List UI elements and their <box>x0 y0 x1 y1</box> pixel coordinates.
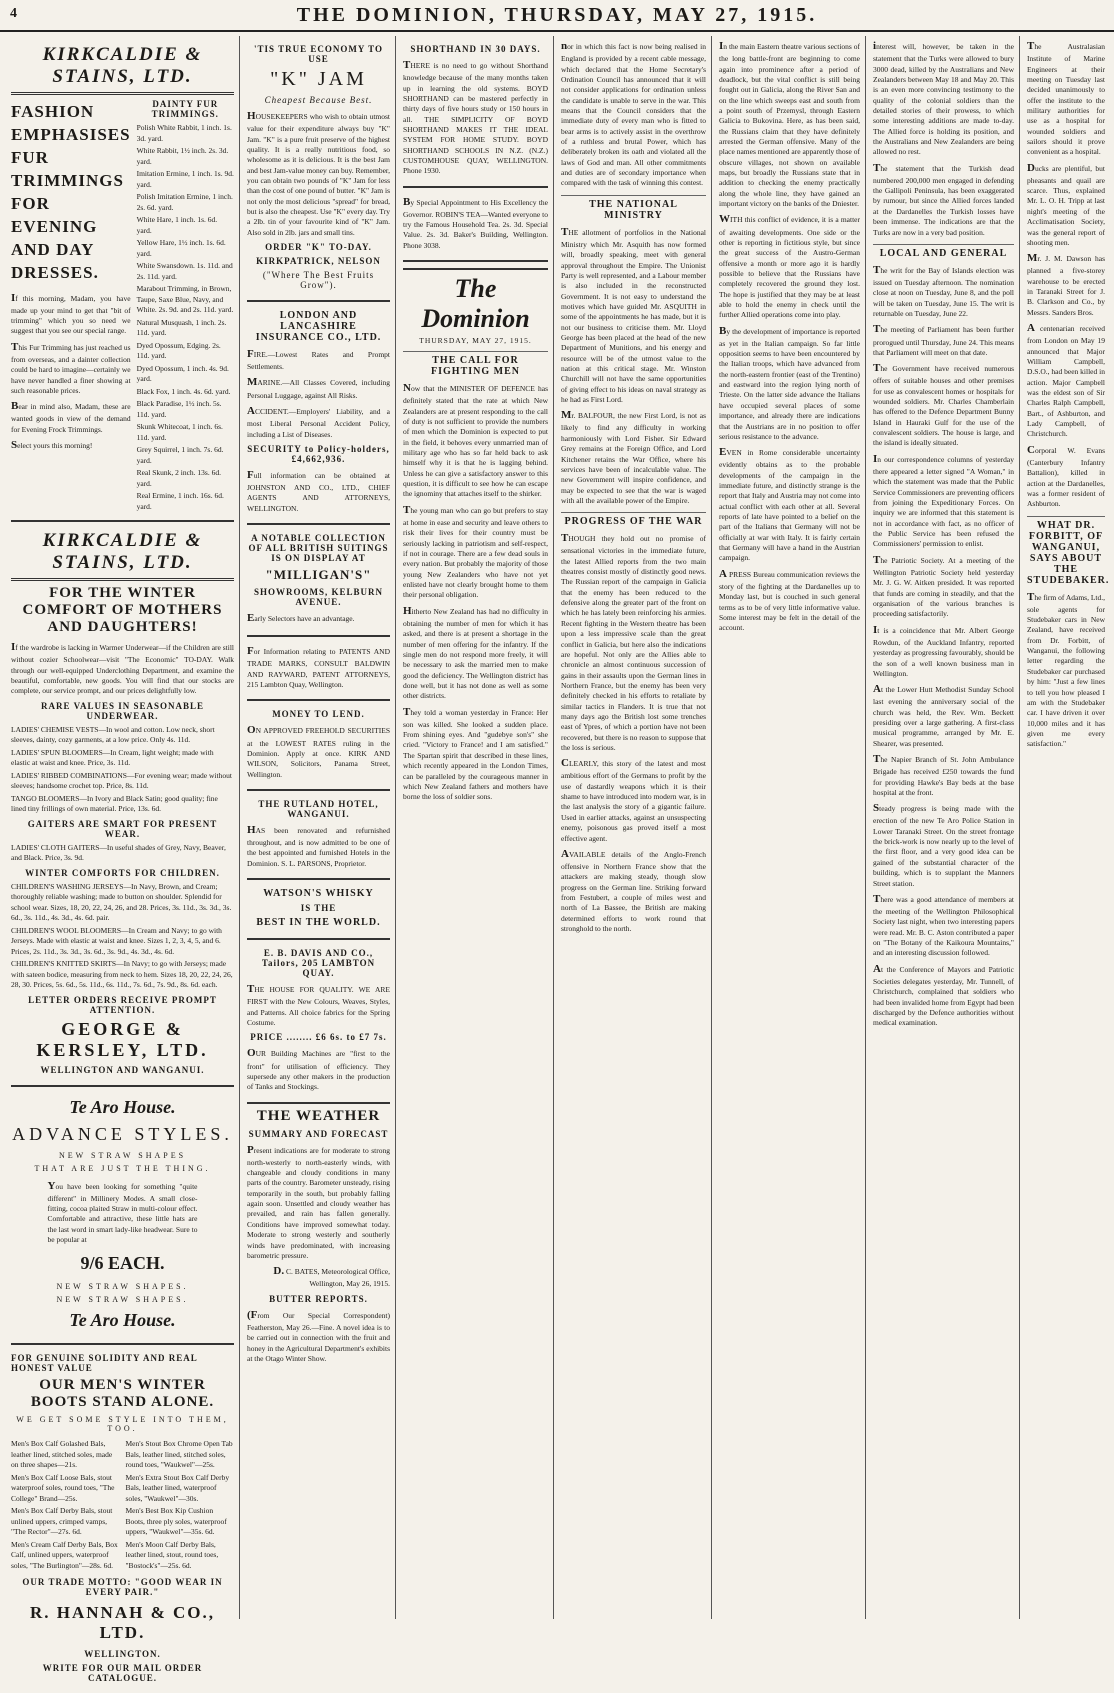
milligan-advert: A NOTABLE COLLECTION OF ALL BRITISH SUITINGS IS ON DISPLAY AT "MILLIGAN'S" SHOWROOMS, KELBURN AVENUE. Early Selectors have an advantage. <box>247 525 390 637</box>
davis-advert: E. B. DAVIS AND CO., Tailors, 205 LAMBTON QUAY. THE HOUSE FOR QUALITY. WE ARE FIRST with the New Colours, Weaves, Styles, and Patterns. All choice fabrics for the Spring Costume. PRICE ........ £6 6s. to £7 7s. OUR Building Machines are "first to the front" for utilisation of efficiency. They supersede any other makers in the production of Tanks and Stockings. <box>247 940 390 1103</box>
kirkcaldie-heading-2: KIRKCALDIE & STAINS, LTD. <box>42 530 203 573</box>
fur-body-3: Bear in mind also, Madam, these are wanted goods in view of the demand for Evening Frock Trimmings. <box>11 400 131 434</box>
column-2-adverts <box>242 36 396 1619</box>
fur-price-list: Polish White Rabbit, 1 inch. 1s. 3d. yard. White Rabbit, 1½ inch. 2s. 3d. yard. Imitation Ermine, 1 inch. 1s. 9d. yard. Polish Imitation Ermine, 1 inch. 2s. 6d. yard. White Hare, 1 inch. 1s. 6d. yard. Yellow Hare, 1½ inch. 1s. 6d. yard. White Swansdown. 1s. 11d. and 2s. 11d. yard. Marabout Trimming, in Brown, Taupe, Saxe Blue, Navy, and White. 2s. 9d. and 2s. 11d. yard. Natural Musquash, 1 inch. 2s. 11d. yard. Dyed Opossum, Edging. 2s. 11d. yard. Dyed Opossum, 1 inch. 4s. 9d. yard. Black Fox, 1 inch. 4s. 6d. yard. Black Paradise, 1½ inch. 5s. 11d. yard. Skunk Whitecoat, 1 inch. 6s. 11d. yard. Grey Squirrel, 1 inch. 7s. 6d. yard. Real Skunk, 2 inch. 13s. 6d. yard. Real Ermine, 1 inch. 16s. 6d. yard. <box>136 123 234 511</box>
te-aro-house-heading: Te Aro House. <box>69 1096 176 1117</box>
fur-body-2: This Fur Trimming has just reached us from overseas, and a dainter collection could be hard to imagine—certainly we have never handled a finer showing at such reasonable prices. <box>11 340 131 395</box>
weather-section: THE WEATHER SUMMARY AND FORECAST Present indications are for moderate to strong north-westerly to north-easterly winds, with changeable and cloudy conditions in many parts of the country. Barometer unsteady, rising temporarily in the south, but probably falling again soon. Unsettled and cloudy weather has prevailed, and rain has fallen generally. Conditions have improved somewhat today. Moderate to strong westerly and southerly winds have predominated, with increasing barometric pressure. D. C. BATES, Meteorological Office, Wellington, May 26, 1915. BUTTER REPORTS. (From Our Special Correspondent) Featherston, May 26.—Fine. A novel idea is to be carried out in connection with the fruit and honey in the Agricultural Department's exhibits at the Otago Winter Show. <box>247 1107 390 1363</box>
kirkcaldie-winter-advert: KIRKCALDIE & STAINS, LTD. FOR THE WINTER COMFORT OF MOTHERS AND DAUGHTERS! If the wardrobe is lacking in Warmer Underwear—if the Children are still without cozier Schoolwear—visit "The Economic" TO-DAY. Walk through our well-equipped Underclothing Department, and examine the beautiful, comfortable, new goods. You will find that our stocks are complete, our service prompt, and our prices delightfully low. RARE VALUES IN SEASONABLE UNDERWEAR. LADIES' CHEMISE VESTS—In wool and cotton. Low neck, short sleeves, dainty, cozy garments, at a low price. Only 4s. 11d. LADIES' SPUN BLOOMERS—In Cream, light weight; made with elastic at waist and knee. Price, 3s. 11d. LADIES' RIBBED COMBINATIONS—For evening wear; made without sleeves; handsome crochet top. Price, 8s. 11d. TANGO BLOOMERS—In Ivory and Black Satin; good quality; fine lined tiny frillings of own material. Price, 13s. 6d. GAITERS ARE SMART FOR PRESENT WEAR. LADIES' CLOTH GAITERS—In useful shades of Grey, Navy, Beaver, and Black. Price, 3s. 9d. WINTER COMFORTS FOR CHILDREN. CHILDREN'S WASHING JERSEYS—In Navy, Brown, and Cream; thoroughly reliable washing; made to button on shoulder. Splendid for school wear. Sizes, 18, 20, 22, 24, 26, and 28. Prices, 3s. 11d., 3s. 3d., 3s. 6d., 3s. 11d., 4s. 3d., 4s. 6d. pair. CHILDREN'S WOOL BLOOMERS—In Cream and Navy; to go with Jerseys. Made with elastic at waist and knee. Sizes 1, 2, 3, 4, 5, and 6. Prices, 2s. 11d., 3s. 3d., 3s. 6d., 3s. 9d., 4s. 3d., 4s. 6d. CHILDREN'S KNITTED SKIRTS—In Navy; to go with Jerseys; made with sateen bodice, measuring from neck to hem. Sizes 18, 20, 22, 24, 26, 28, 30. Prices, 5s. 6d., 5s. 11d., 6s. 11d., 7s. 6d., 7s. 9d., 8s. 6d. each. LETTER ORDERS RECEIVE PROMPT ATTENTION. GEORGE & KERSLEY, LTD. WELLINGTON AND WANGANUI. <box>11 522 234 1087</box>
winter-headline: FOR THE WINTER COMFORT OF MOTHERS AND DAUGHTERS! <box>22 585 223 635</box>
hannah-boots-advert: FOR GENUINE SOLIDITY AND REAL HONEST VALUE OUR MEN'S WINTER BOOTS STAND ALONE. WE GET SOME STYLE INTO THEM, TOO. Men's Box Calf Golashed Bals, leather lined, stitched soles, made on three shapes—21s. Men's Box Calf Loose Bals, stout waterproof soles, round toes, "The College" Brand—25s. Men's Box Calf Derby Bals, stout unlined uppers, crimped vamps, "The Rector"—27s. 6d. Men's Cream Calf Derby Bals, Box Calf, unlined uppers, waterproof soles, "The Burlington"—28s. 6d. Men's Stout Box Chrome Open Tab Bals, leather lined, stitched soles, round toes, "Waukwel"—25s. Men's Extra Stout Box Calf Derby Bals, leather lined, waterproof soles, "Waukwel"—30s. Men's Best Box Kip Cushion Boots, three ply soles, waterproof uppers, "Waukwel"—35s. 6d. Men's Moon Calf Derby Bals, leather lined, stout, round toes, "Bostock's"—25s. 6d. OUR TRADE MOTTO: "GOOD WEAR IN EVERY PAIR." R. HANNAH & CO., LTD. WELLINGTON. WRITE FOR OUR MAIL ORDER CATALOGUE. <box>11 1353 233 1684</box>
column-6-local: interest will, however, be taken in the statement that the Turks were allowed to bury 3000 dead, killed by the Australians and New Zealanders between May 18 and May 20. This is an even more convincing testimony to the quality of the colonial soldiers than the detailed stories of their prowess, to which some interesting additions are made to-day. The Allied force is holding its position, and the Australians and New Zealanders are being allowed no rest. The statement that the Turkish dead numbered 200,000 men engaged in defending the Gallipoli Peninsula, has been exaggerated by rumour, but since the Allied forces landed at the Dardanelles the Turkish losses have been immense. The indications are that the Turks are now in a very bad position. LOCAL AND GENERAL The writ for the Bay of Islands election was issued on Tuesday afternoon. The nomination close at noon on Tuesday, June 8, and the poll will be taken on Tuesday, June 15. The writ is returnable on Tuesday, June 22. The meeting of Parliament has been further prorogued until Thursday, June 24. This means that Parliament will meet on that date. The Government have received numerous offers of suitable houses and other premises for use as convalescent homes or hospitals for wounded soldiers. Mr. Charles Chamberlain has offered to the Defence Department Bunny Island in Hauraki Gulf for the use of the convalescent soldiers. The house is large, and the island is ideally situated. In our correspondence columns of yesterday there appeared a letter signed "A Woman," in which the statement was made that the Public Service Commissioners are preventing officers from joining the Expeditionary Forces. On inquiry we are informed that this statement is not in accordance with fact, as no officer of the Public Service has been refused the Commissioners' permission to enlist. The Patriotic Society. At a meeting of the Wellington Patriotic Society held yesterday Mr. J. G. W. Aitken presided. It was reported that funds are coming in steadily, and that the organisation of the various branches is proceeding satisfactorily. It is a coincidence that Mr. Albert George Rowdun, of the Auckland Infantry, reported yesterday as progressing favourably, should be the son of a well known business man in Wellington. At the Lower Hutt Methodist Sunday School last evening the anniversary social of the church was held, the Rev. Wm. Beckett presiding over a large gathering. A first-class musical programme, arranged by Mr. E. Shearer, was presented. The Napier Branch of St. John Ambulance Brigade has received £250 towards the fund for providing Hawke's Bay beds at the base hospital at the front. Steady progress is being made with the erection of the new Te Aro Police Station in Lower Taranaki Street. On the street frontage the brick-work is now nearly up to the level of the first floor, and a very good idea can be gained of the substantial character of the building, which is to supplant the Manners Street station. There was a good attendance of members at the meeting of the Wellington Philosophical Society last night, when two interesting papers were read. Mr. B. C. Aston contributed a paper on "The Botany of the Kaikoura Mountains," and an interesting discussion followed. At the Conference of Mayors and Patriotic Societies delegates yesterday, Mr. Tunnell, of Christchurch, complained that soldiers who had been invalided home from Egypt had been discharged by the Defence authorities without medical examination. <box>868 36 1020 1619</box>
call-heading: THE CALL FOR FIGHTING MEN <box>403 351 548 377</box>
george-kersley-heading: GEORGE & KERSLEY, LTD. <box>36 1018 209 1060</box>
fur-select: Select yours this morning! <box>11 439 93 452</box>
winter-comforts-heading: WINTER COMFORTS FOR CHILDREN. <box>25 867 220 878</box>
insurance-advert: LONDON AND LANCASHIRE INSURANCE CO., LTD. FIRE.—Lowest Rates and Prompt Settlements. MARINE.—All Classes Covered, including Personal Luggage, against All Risks. ACCIDENT.—Employers' Liability, and a most Liberal Personal Accident Policy, including a List of Diseases. SECURITY to Policy-holders, £4,662,936. Full information can be obtained at JOHNSTON AND CO., LTD., CHIEF AGENTS AND ATTORNEYS, WELLINGTON. <box>247 302 390 525</box>
dainty-heading: DAINTY FUR TRIMMINGS. <box>151 99 219 119</box>
column-7-local: The Australasian Institute of Marine Engineers at their meeting on Tuesday last decided unanimously to offer the institute to the military authorities for use as a hospital for wounded soldiers and sailors should it prove convenient as a hospital. Ducks are plentiful, but pheasants and quail are scarce. Thus, explained Mr. L. O. H. Tripp at last night's meeting of the Acclimatisation Society, was the general report of shooting men. Mr. J. M. Dawson has planned a five-storey warehouse to be erected in Taranaki Street for J. B. Clarkson and Co., by Messrs. Sanders Bros. A centenarian received from London on May 19 announced that Major William Campbell, D.S.O., had been killed in action. Major Campbell was the eldest son of Sir Charles Ralph Campbell, Bart., of Ashburton, and Lady Campbell, of Christchurch. Corporal W. Evans (Canterbury Infantry Battalion), killed in action at the Dardanelles, was a former resident of Ashburton. WHAT DR. FORBITT, OF WANGANUI, SAYS ABOUT THE STUDEBAKER. The firm of Adams, Ltd., sole agents for Studebaker cars in New Zealand, have received from Dr. Forbitt, of Wanganui, the following letter regarding the Studebaker car purchased by him: "Just a few lines to tell you how pleased I am with the Studebaker car. I have driven it over 10,000 miles and it has given me every satisfaction." <box>1027 40 1110 749</box>
george-kersley-sub: WELLINGTON AND WANGANUI. <box>40 1064 205 1075</box>
column-5-editorial: In the main Eastern theatre various sections of the long battle-front are beginning to come again into prominence after a period of deadlock, but the vital conflict is still being fought out in Galicia, along the River San and on the line which sweeps east and south from a point south of Przemysl, through Eastern Galicia to Bukovina. Here, as has been said, the Russians claim that they have definitely arrested the German offensive. Many of the place names mentioned are apparently those of obscure villages, not shown on available maps, but broadly the Russians state that in addition to checking the enemy practically along the whole line, they have gained an important victory on the banks of the Dniester. WITH this conflict of evidence, it is a matter of awaiting developments. One side or the other is reporting in fictitious style, but since the great success of the Austro-German offensive a month or more ago it is hardly possible to believe that the Russians have completely recovered the ground they lost. The hope is justified that they may be at least able to hold the enemy in check until the further Allied operations come into play. By the development of importance is reported as yet in the Italian campaign. So far little opposition seems to have been encountered by the Italian troops, which have advanced from the north-eastern frontier (east of the Trentino) and eastward into the region lying north of Trieste. On the latter side advance the Italians have occupied several places of some importance, and already there are indications that the Austrians are in no position to offer serious resistance to the advance. EVEN in Rome considerable uncertainty evidently obtains as to the probable developments of the campaign in the immediate future, and distinctly strange is the report that Italy and Austria may not come into actual conflict with each other at all. Several reports of late have pointed to a belief on the part of the Italians that Germany will not be officially at war with Italy. It is fairly certain that Germany will have a hand in the Austrian campaign. A PRESS Bureau communication reviews the story of the fighting at the Dardanelles up to Monday last, but is couched in such general terms as to be of very little informative value. Some interest may be felt in the detail of the account. <box>714 36 866 1619</box>
advance-styles: ADVANCE STYLES. <box>12 1123 233 1144</box>
te-aro-house-heading-2: Te Aro House. <box>69 1310 176 1331</box>
k-jam-heading: "K" JAM <box>270 68 367 90</box>
hannah-heading: R. HANNAH & CO., LTD. <box>30 1603 215 1643</box>
kirkcaldie-fur-advert <box>11 36 234 522</box>
kirkcaldie-heading: KIRKCALDIE & STAINS, LTD. <box>42 44 203 87</box>
weather-heading: THE WEATHER <box>256 1107 381 1124</box>
tea-advert: By Special Appointment to His Excellency the Governor. ROBIN'S TEA—Wanted everyone to try the Famous Household Tea. 2s. 3d. Special Value. 2s. 3d. Baker's Building, Wellington. Phone 3038. <box>403 188 548 263</box>
rare-values-heading: RARE VALUES IN SEASONABLE UNDERWEAR. <box>41 700 204 721</box>
gaiters-heading: GAITERS ARE SMART FOR PRESENT WEAR. <box>27 818 218 839</box>
column-1-adverts <box>6 36 240 1684</box>
column-4-editorial: nor in which this fact is now being realised in England is provided by a recent cable message, which declared that the Home Secretary's Ordination Council has announced that it will not consider applications for ordination unless the candidate is unable to serve in the war. This means that the Council considers that the immediate duty of every man who is fitted to bear arms is to actively assist in the overthrow of a ruthless and brutal Power, which has deliberately broken its oath and violated all the laws of God and man. All other commitments and duties are of secondary importance when compared with the task of winning this contest. THE NATIONAL MINISTRY THE allotment of portfolios in the National Ministry which Mr. Asquith has now formed will, broadly speaking, meet with general approval throughout the Empire. The Unionist Party is well represented, and a Labour member is also included in the reconstructed Government. It is not easy to understand the motives which have guided Mr. ASQUITH in some of the appointments he has made, but it is not our business to criticise them. Mr. Lloyd George has been placed at the head of the new Department of Munitions, and his energy and resource will be of the utmost value to the nation at this critical stage. Mr. Winston Churchill will not have the same opportunities of giving effect to his ideas on naval strategy as he had as First Lord. Mr. BALFOUR, the new First Lord, is not as likely to find any difficulty in working harmoniously with Lord Fisher. Sir Edward Grey remains at the Foreign Office, and Lord Kitchener retains the War Office, where his services have been of incalculable value. The new Government will inspire confidence, and may be expected to see that the war is waged with all the available power of the Empire. PROGRESS OF THE WAR THOUGH they hold out no promise of sensational victories in the immediate future, the latest Allied reports from the two main theatres consist mostly of distinctly good news. The Russian report of the campaign in Galicia that the enemy has been reduced to the defensive along the greater part of the front on which he has lately been reinforcing his armies. Recent fighting in the Western theatre has been upon a less impressive scale than the great conflict in Galicia, but here also the indications are hopeful. Not only are the Allies able to chronicle an almost continuous succession of gains in their assaults upon the German lines in Northern France, but the enemy has been very definitely checked in his efforts to retaliate by similar tactics in Flanders. It is true that not many days ago the British lost some trenches east of Ypres, of which a portion have not been recovered, but there is no reason to suppose that the loss is serious. CLEARLY, this story of the latest and most ambitious effort of the Germans to profit by the use of dastardly weapons which it is their shame to have introduced into modern war, is in the last analysis the story of a gigantic failure. Used in earlier attacks, against an unsuspecting enemy, poisonous gas proved itself a most effective agent. AVAILABLE details of the Anglo-French offensive in Northern France show that the attackers are making steady, though slow progress on the German line. Striking forward from Festubert, a couple of miles west and north of La Bassee, the British are making determined efforts to work round that stronghold to the north. <box>556 36 712 1619</box>
ministry-heading: THE NATIONAL MINISTRY <box>561 195 706 221</box>
k-jam-advert: 'TIS TRUE ECONOMY TO USE "K" JAM Cheapest Because Best. HOUSEKEEPERS who wish to obtain utmost value for their expenditure always buy "K" Jam. "K" is a pure fruit preserve of the highest quality. It is a really nutritious food, so wholesome as it is delicious. It is the best Jam and best Jam-value money can buy. Remember, you can obtain two pounds of "K" Jam for less than the cost of one pound of butter. "K" Jam is not only the most delicious "spread" for bread, but is also the cheapest. Use "K" every day. Try a 2lb. tin of your favourite kind of "K" Jam. Also sold in 2lb. jars and small tins. ORDER "K" TO-DAY. KIRKPATRICK, NELSON ("Where The Best Fruits Grow"). <box>247 36 390 302</box>
issue-date: THURSDAY, MAY 27, 1915. <box>419 336 532 346</box>
dominion-title: The Dominion <box>403 268 548 334</box>
te-aro-house-advert: Te Aro House. ADVANCE STYLES. NEW STRAW SHAPES THAT ARE JUST THE THING. You have been looking for something "quite different" in Millinery Modes. A small close-fitting, cocoa plaited Straw in multi-colour effect. Comfortable and attractive, these little hats are the last word in smart lady-like headwear. Sure to be popular at 9/6 EACH. NEW STRAW SHAPES. NEW STRAW SHAPES. Te Aro House. <box>11 1087 234 1346</box>
local-heading: LOCAL AND GENERAL <box>873 244 1014 259</box>
watson-advert: WATSON'S WHISKY IS THE BEST IN THE WORLD. <box>247 880 390 940</box>
column-3-editorial: SHORTHAND IN 30 DAYS. THERE is no need to go without Shorthand knowledge because of the many months taken up in learning the old systems. BOYD SHORTHAND can be mastered perfectly in thirty days of five hours study or 150 hours in all. THE SIMPLICITY OF BOYD SHORTHAND MAKES IT THE IDEAL SYSTEM FOR HOME STUDY. BOYD SHORTHAND SCHOOLS IN N.Z. (N.Z.) CUSTOMHOUSE QUAY, WELLINGTON. Phone 1930. By Special Appointment to His Excellency the Governor. ROBIN'S TEA—Wanted everyone to try the Famous Household Tea. 2s. 3d. Special Value. 2s. 3d. Baker's Building, Wellington. Phone 3038. The Dominion THURSDAY, MAY 27, 1915. THE CALL FOR FIGHTING MEN Now that the MINISTER OF DEFENCE has definitely stated that the rate at which New Zealanders are at present responding to the call of duty is not sufficient to provide the numbers of men which the Dominion is expected to put in the field, it behoves every unmarried man of military age who has so far held back to ask himself why it is that he is lagging behind. Unless he can give a satisfactory answer to this question, it is difficult to see how he can escape the ignominy that attaches itself to the shirker. The young man who can go but prefers to stay at home in ease and security and leave others to risk their lives for their country must be seriously lacking in patriotism and self-respect, if not in courage. There are a few dead souls in every nation. But probably the majority of those young New Zealanders who have not yet enlisted have not clearly brought home to them their personal obligation. Hitherto New Zealand has had no difficulty in obtaining the number of men for which it has asked, and there is at present a shortage in the number of men offering for the infantry. If the single men do not respond more freely, it will be necessary to ask the married men to make good the deficiency. The Wellington district has done well, but it has not done as well as some other districts. They told a woman yesterday in France: Her son was killed. She looked a sudden place. From shining eyes. And "gudebye son's" she cried. "Victory to France! and I am satisfied." The Spartan spirit that described in these lines, which recently appeared in the London Times, can be paralleled by the courageous manner in which New Zealand fathers and mothers have borne the loss of soldier sons. <box>398 36 554 1619</box>
straw-price: 9/6 EACH. <box>80 1253 165 1274</box>
studebaker-heading: WHAT DR. FORBITT, OF WANGANUI, SAYS ABOUT THE STUDEBAKER. <box>1027 516 1105 586</box>
letter-orders: LETTER ORDERS RECEIVE PROMPT ATTENTION. <box>28 994 217 1015</box>
masthead <box>0 0 1114 32</box>
fashion-headline: FASHION EMPHASISES FUR TRIMMINGS FOR EVENING AND DAY DRESSES. <box>11 102 131 282</box>
newspaper-title: THE DOMINION, THURSDAY, MAY 27, 1915. <box>296 4 818 26</box>
shorthand-advert: SHORTHAND IN 30 DAYS. THERE is no need to go without Shorthand knowledge because of the many months taken up in learning the old systems. BOYD SHORTHAND can be mastered perfectly in thirty days of five hours study or 150 hours in all. THE SIMPLICITY OF BOYD SHORTHAND MAKES IT THE IDEAL SYSTEM FOR HOME STUDY. BOYD SHORTHAND SCHOOLS IN N.Z. (N.Z.) CUSTOMHOUSE QUAY, WELLINGTON. Phone 1930. <box>403 36 548 188</box>
money-advert: MONEY TO LEND. ON APPROVED FREEHOLD SECURITIES at the LOWEST RATES ruling in the Dominion. Apply at once. KIRK AND WILSON, Solicitors, Panama Street, Wellington. <box>247 701 390 791</box>
boots-headline: OUR MEN'S WINTER BOOTS STAND ALONE. <box>30 1377 215 1411</box>
straw-body: You have been looking for something "quite different" in Millinery Modes. A small close-fitting, cocoa plaited Straw in multi-colour effect. Comfortable and attractive, these little hats are the last word in smart lady-like headwear. Sure to be popular at <box>47 1179 198 1245</box>
patents-advert: For Information relating to PATENTS AND TRADE MARKS, CONSULT BALDWIN AND RAYWARD, PATENT ATTORNEYS, 215 Lambton Quay, Wellington. <box>247 637 390 701</box>
page-number: 4 <box>10 6 17 21</box>
winter-intro: If the wardrobe is lacking in Warmer Underwear—if the Children are still without cozier Schoolwear—visit "The Economic" TO-DAY. Walk through our well-equipped Underclothing Department, and examine the beautiful, comfortable, new goods. You will find that our stocks are complete, our service prompt, and our prices delightfully low. <box>11 641 234 696</box>
progress-heading: PROGRESS OF THE WAR <box>561 512 706 527</box>
fur-intro: If this morning, Madam, you have made up your mind to get that "bit of trimming" which you so need we suggest that you see our special range. <box>11 291 131 336</box>
hotel-advert: THE RUTLAND HOTEL, WANGANUI. HAS been renovated and refurnished throughout, and is now admitted to be one of the best appointed and furnished Hotels in the Dominion. S. L. PARSONS, Proprietor. <box>247 791 390 880</box>
